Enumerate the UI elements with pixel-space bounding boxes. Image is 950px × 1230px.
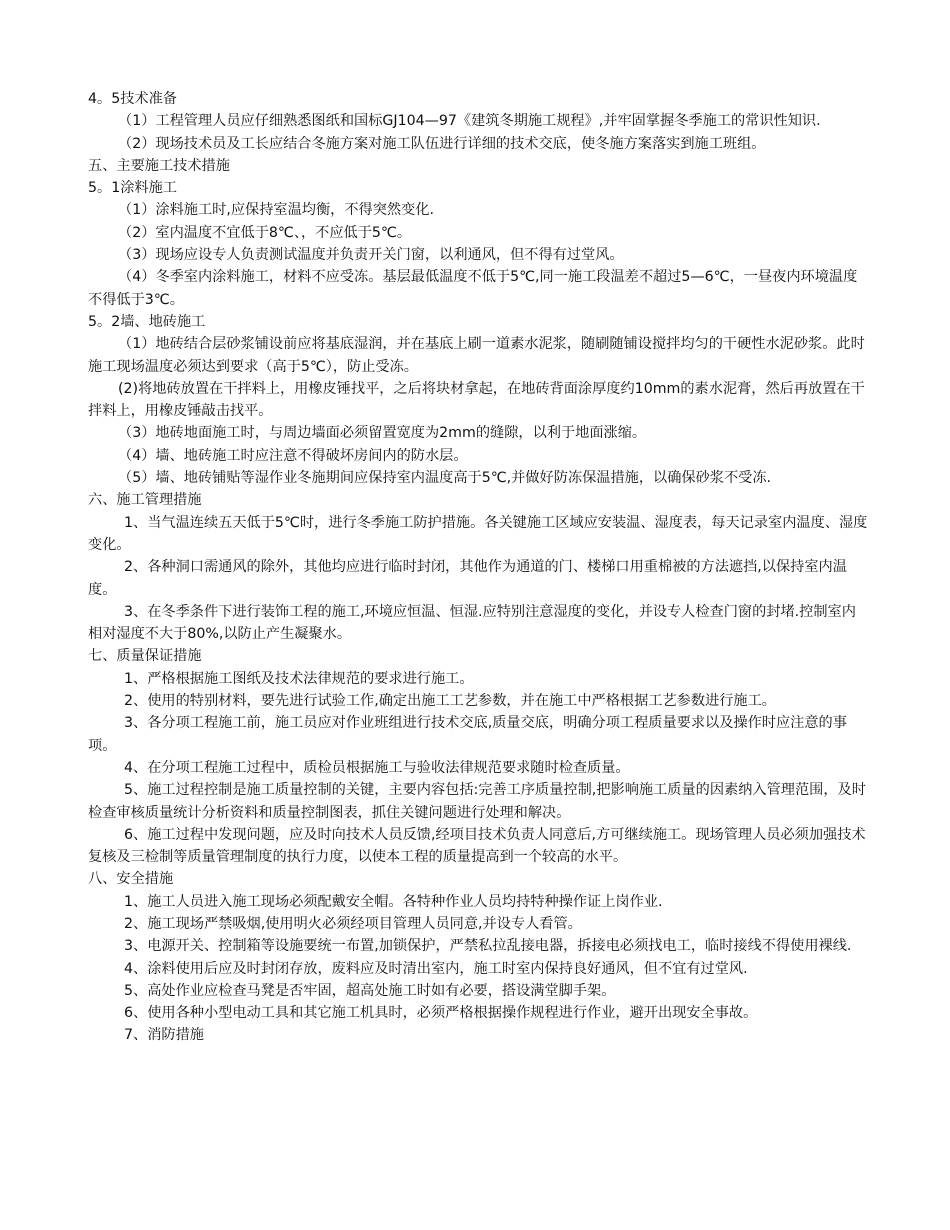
- list-item: （3）地砖地面施工时，与周边墙面必须留置宽度为2mm的缝隙，以利于地面涨缩。: [118, 425, 647, 442]
- list-item: 2、各种洞口需通风的除外，其他均应进行临时封闭，其他作为通道的门、楼梯口用重棉被的方法遮挡,以保持室内温度。: [88, 559, 847, 598]
- list-item: 4、涂料使用后应及时封闭存放，废料应及时清出室内，施工时室内保持良好通风，但不宜有过堂风.: [124, 960, 748, 977]
- paragraph: （1）工程管理人员应仔细熟悉图纸和国标GJ104—97《建筑冬期施工规程》,并牢固掌握冬季施工的常识性知识.: [118, 113, 821, 130]
- list-item: （1）涂料施工时,应保持室温均衡，不得突然变化.: [118, 202, 434, 219]
- list-item: 5、高处作业应检查马凳是否牢固，超高处施工时如有必要，搭设满堂脚手架。: [124, 982, 616, 999]
- list-item: 1、施工人员进入施工现场必须配戴安全帽。各特种作业人员均持特种操作证上岗作业.: [124, 893, 663, 910]
- list-item: 2、使用的特别材料，要先进行试验工作,确定出施工工艺参数，并在施工中严格根据工艺参数进行施工。: [124, 693, 776, 710]
- section-7-heading: 七、质量保证措施: [88, 648, 202, 665]
- list-item: 2、施工现场严禁吸烟,使用明火必须经项目管理人员同意,并设专人看管。: [124, 915, 582, 932]
- list-item: （3）现场应设专人负责测试温度并负责开关门窗，以利通风，但不得有过堂风。: [118, 247, 624, 264]
- list-item: （4）墙、地砖施工时应注意不得破坏房间内的防水层。: [118, 447, 468, 464]
- section-4-5-heading: 4。5技术准备: [88, 91, 177, 107]
- subsection-5-1-heading: 5。1涂料施工: [88, 180, 177, 197]
- list-item: 1、严格根据施工图纸及技术法律规范的要求进行施工。: [124, 670, 474, 687]
- subsection-5-2-heading: 5。2墙、地砖施工: [88, 313, 206, 330]
- list-item: 1、当气温连续五天低于5℃时，进行冬季施工防护措施。各关键施工区域应安装温、湿度表，每天记录室内温度、湿度变化。: [88, 514, 868, 553]
- list-item: （5）墙、地砖铺贴等湿作业冬施期间应保持室内温度高于5℃,并做好防冻保温措施，以确保砂浆不受冻.: [118, 470, 772, 487]
- section-5-heading: 五、主要施工技术措施: [88, 157, 230, 174]
- list-item: 6、施工过程中发现问题，应及时向技术人员反馈,经项目技术负责人同意后,方可继续施工。现场管理人员必须加强技术复核及三检制等质量管理制度的执行力度，以使本工程的质量提高到一个较高的水平。: [88, 826, 866, 866]
- list-item: 7、消防措施: [124, 1027, 204, 1044]
- list-item: 4、在分项工程施工过程中，质检员根据施工与验收法律规范要求随时检查质量。: [124, 759, 630, 776]
- paragraph: （2）现场技术员及工长应结合冬施方案对施工队伍进行详细的技术交底，使冬施方案落实到施工班组。: [118, 135, 766, 152]
- list-item: 3、各分项工程施工前，施工员应对作业班组进行技术交底,质量交底，明确分项工程质量要求以及操作时应注意的事项。: [88, 715, 847, 754]
- document-body: [88, 88, 868, 1047]
- list-item: （2）室内温度不宜低于8℃、，不应低于5℃。: [118, 224, 412, 241]
- list-item: 5、施工过程控制是施工质量控制的关键，主要内容包括:完善工序质量控制,把影响施工质量的因素纳入管理范围，及时检查审核质量统计分析资料和质量控制图表，抓住关键问题进行处理和解决。: [88, 782, 866, 821]
- list-item: 3、在冬季条件下进行装饰工程的施工,环境应恒温、恒湿.应特别注意湿度的变化，并设专人检查门窗的封堵.控制室内相对湿度不大于80%,以防止产生凝聚水。: [88, 603, 856, 643]
- list-item: 6、使用各种小型电动工具和其它施工机具时，必须严格根据操作规程进行作业，避开出现安全事故。: [124, 1005, 758, 1022]
- list-item: 3、电源开关、控制箱等设施要统一布置,加锁保护，严禁私拉乱接电器，拆接电必须找电工，临时接线不得使用裸线.: [124, 938, 852, 955]
- list-item: （4）冬季室内涂料施工，材料不应受冻。基层最低温度不低于5℃,同一施工段温差不超过5—6℃，一昼夜内环境温度不得低于3℃。: [88, 269, 858, 308]
- list-item: (2)将地砖放置在干拌料上，用橡皮锤找平，之后将块材拿起，在地砖背面涂厚度约10mm的素水泥膏，然后再放置在干拌料上，用橡皮锤敲击找平。: [88, 380, 865, 420]
- list-item: （1）地砖结合层砂浆铺设前应将基底湿润，并在基底上刷一道素水泥浆，随刷随铺设搅拌均匀的干硬性水泥砂浆。此时施工现场温度必须达到要求（高于5℃），防止受冻。: [88, 336, 865, 375]
- section-8-heading: 八、安全措施: [88, 871, 174, 888]
- section-6-heading: 六、施工管理措施: [88, 492, 202, 509]
